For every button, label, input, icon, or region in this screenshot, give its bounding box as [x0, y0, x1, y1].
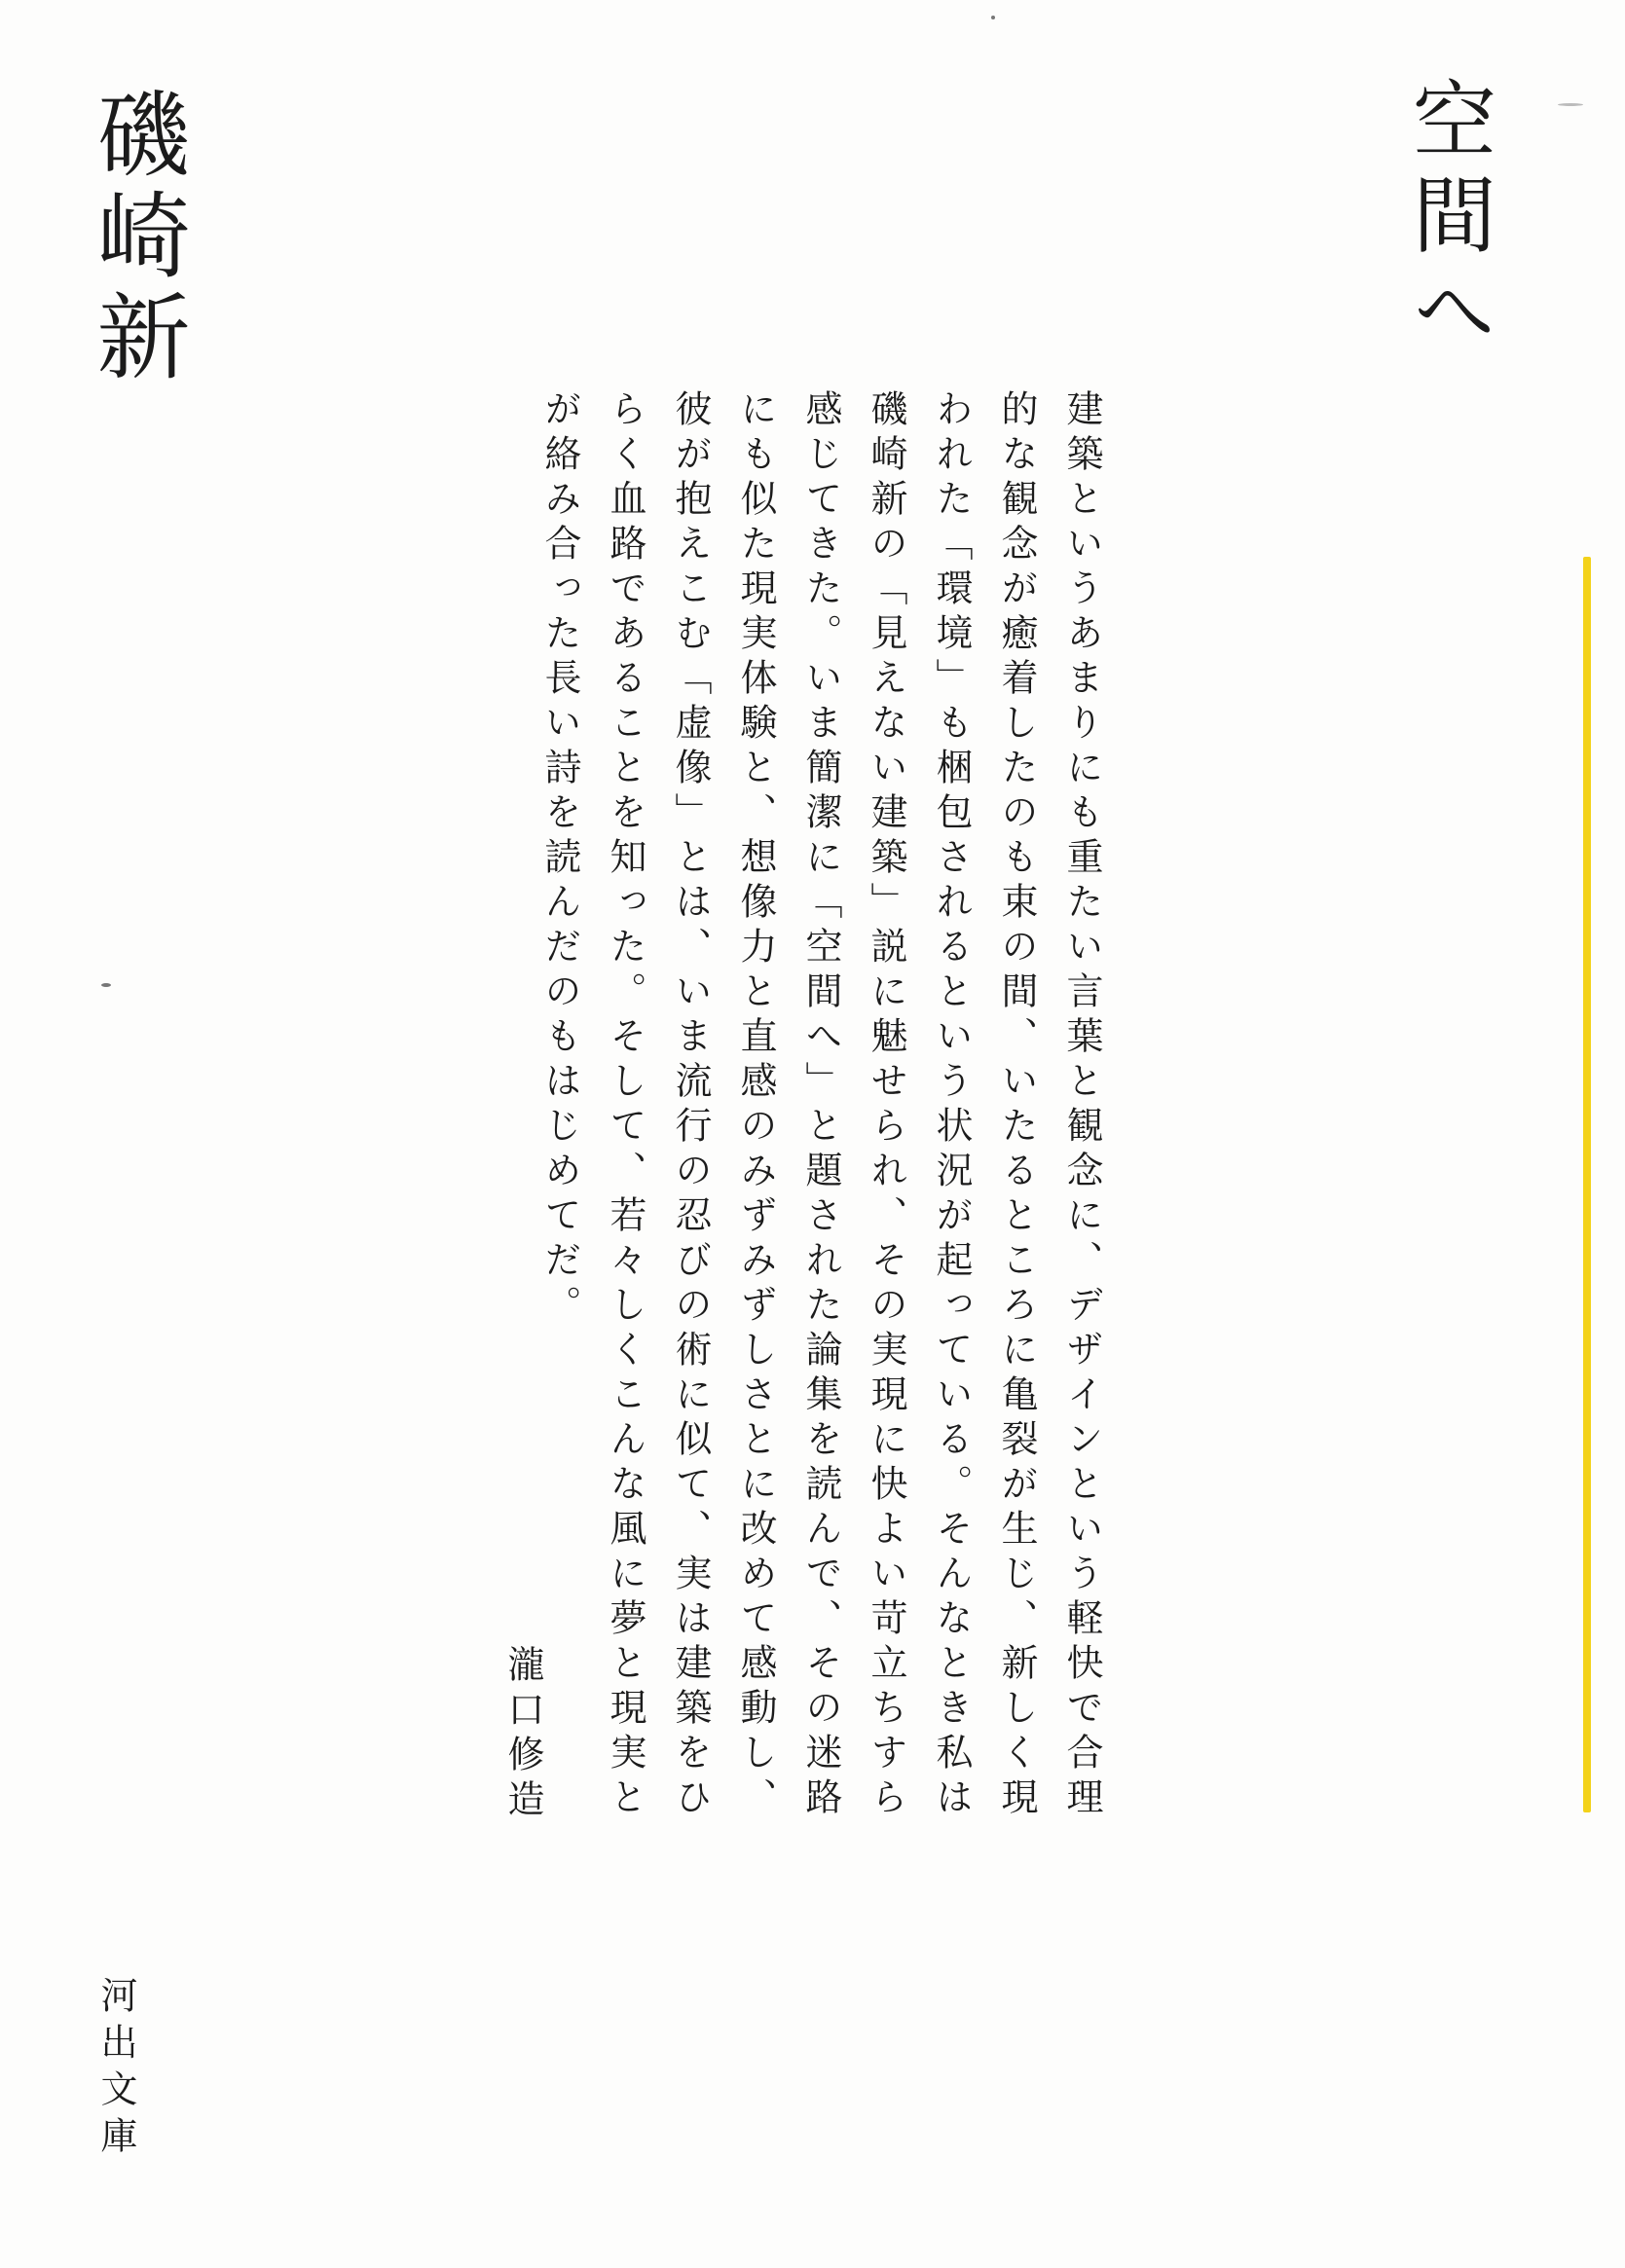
blurb-line: 彼が抱えこむ「虚像」とは、いま流行の忍びの術に似て、実は建築をひ — [669, 389, 712, 1822]
dust-speck — [101, 983, 111, 987]
blurb-text — [527, 389, 1114, 1908]
accent-stripe — [1583, 557, 1591, 1812]
blurb-line: 的な観念が癒着したのも束の間、いたるところに亀裂が生じ、新しく現 — [995, 389, 1038, 1822]
blurb-line: らく血路であることを知った。そして、若々しくこんな風に夢と現実と — [604, 389, 646, 1822]
blurb-line: 感じてきた。いま簡潔に「空間へ」と題された論集を読んで、その迷路 — [799, 389, 842, 1822]
dust-speck — [1558, 103, 1583, 106]
author-name: 磯崎新 — [82, 86, 191, 389]
blurb-author: 瀧口修造 — [501, 1645, 544, 1824]
publisher-name: 河出文庫 — [94, 1976, 137, 2163]
blurb-line: が絡み合った長い詩を読んだのもはじめてだ。 — [538, 389, 581, 1330]
book-title: 空間へ — [1398, 76, 1496, 362]
blurb-line: にも似た現実体験と、想像力と直感のみずみずしさとに改めて感動し、 — [734, 389, 777, 1822]
blurb-line: 建築というあまりにも重たい言葉と観念に、デザインという軽快で合理 — [1060, 389, 1103, 1822]
blurb-line: われた「環境」も梱包されるという状況が起っている。そんなとき私は — [930, 389, 973, 1822]
dust-speck — [991, 16, 995, 19]
blurb-line: 磯崎新の「見えない建築」説に魅せられ、その実現に快よい苛立ちすら — [865, 389, 907, 1822]
